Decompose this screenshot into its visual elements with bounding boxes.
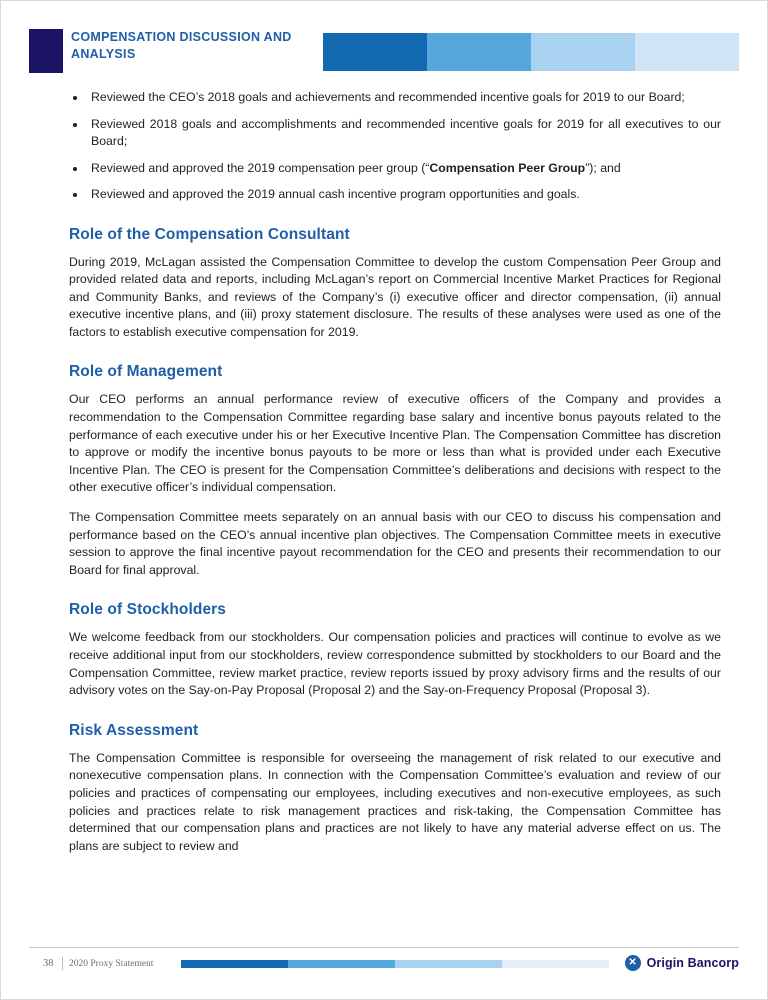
header-bar-2 xyxy=(427,33,531,71)
footer-separator xyxy=(62,957,63,970)
footer-bar-4 xyxy=(502,960,609,968)
header-bar-1 xyxy=(323,33,427,71)
bullet-text: Reviewed the CEO’s 2018 goals and achievements and recommended incentive goals for 2019 to our Board; xyxy=(91,90,685,104)
section-paragraph: Our CEO performs an annual performance review of executive officers of the Company and provides a recommendation to the Compensation Committee regarding base salary and incentive bonus payouts related to the performance of each executive under his or her Executive Incentive Plan. The Compensation Committee has discretion to approve or modify the incentive bonus payouts to be more or less than what is provided under each Executive Incentive Plan. The CEO is present for the Compensation Committee’s deliberations and decisions with respect to the other executive officer’s individual compensation. xyxy=(69,392,721,495)
header-bar-4 xyxy=(635,33,739,71)
list-item xyxy=(69,160,721,178)
page-number: 38 xyxy=(43,958,54,969)
page-title: COMPENSATION DISCUSSION AND ANALYSIS xyxy=(71,30,292,61)
section-paragraph: The Compensation Committee meets separately on an annual basis with our CEO to discuss his compensation and performance based on the CEO’s annual incentive plan objectives. The Compensation Committee meets in executive session to approve the final incentive payout recommendation for the CEO and presents their recommendation to our Board for final approval. xyxy=(69,510,721,577)
section-heading-stockholders: Role of Stockholders xyxy=(69,601,227,619)
section-paragraph: We welcome feedback from our stockholders. Our compensation policies and practices will continue to evolve as we receive additional input from our stockholders, review correspondence submitted by stockholders to our Board and the Compensation Committee, review market practice, review reports issued by proxy advisory firms and the results of our advisory votes on the Say-on-Pay Proposal (Proposal 2) and the Say-on-Frequency Proposal (Proposal 3). xyxy=(69,630,721,698)
footer-bar-1 xyxy=(181,960,288,968)
header-bar-3 xyxy=(531,33,635,71)
section-heading-risk-assessment: Risk Assessment xyxy=(69,721,199,739)
footer-divider-line xyxy=(29,947,739,948)
footer-bar-2 xyxy=(288,960,395,968)
bullet-text: Reviewed and approved the 2019 annual cash incentive program opportunities and goals. xyxy=(91,187,580,201)
header-accent-square xyxy=(29,29,63,73)
brand-name: Origin Bancorp xyxy=(646,956,739,970)
section-heading-compensation-consultant: Role of the Compensation Consultant xyxy=(69,225,350,243)
list-item xyxy=(69,186,721,204)
section-paragraph: The Compensation Committee is responsible for overseeing the management of risk related to our executive and nonexecutive compensation plans. In connection with the Compensation Committee’s evaluation and review of our policies and practices of compensating our employees, including executives and non-executive employees, as such policies and practices relate to risk management practices and risk-taking, the Compensation Committee has determined that our compensation plans and practices are not likely to have any material adverse effect on us. The plans are subject to review and xyxy=(69,750,721,853)
page-footer xyxy=(29,955,739,977)
page-header xyxy=(29,29,739,73)
origin-mark-icon: ✕ xyxy=(625,955,641,971)
bullet-text: Reviewed and approved the 2019 compensation peer group (“ xyxy=(91,160,430,175)
document-label: 2020 Proxy Statement xyxy=(69,959,154,969)
bullet-text-tail: ”); and xyxy=(585,160,621,175)
brand-logo xyxy=(625,955,739,971)
list-item xyxy=(69,116,721,151)
bullet-text-emphasis: Compensation Peer Group xyxy=(429,160,586,175)
footer-bar-3 xyxy=(395,960,502,968)
section-paragraph: During 2019, McLagan assisted the Compensation Committee to develop the custom Compensation Peer Group and provided related data and reports, including McLagan’s report on Commercial Incentive Market Practices for Regional and Community Banks, and reviews of the Company’s (i) executive officer and director compensation, (ii) annual executive incentive plans, and (iii) proxy statement disclosure. The results of these analyses were used as one of the factors to establish executive compensation for 2019. xyxy=(69,254,721,339)
bullet-list xyxy=(69,89,721,204)
list-item xyxy=(69,89,721,107)
section-heading-management: Role of Management xyxy=(69,363,223,381)
page-content xyxy=(69,89,721,855)
footer-color-bars xyxy=(181,960,609,968)
header-color-bars xyxy=(323,33,739,71)
bullet-text: Reviewed 2018 goals and accomplishments and recommended incentive goals for 2019 for all executives to our Board; xyxy=(91,116,721,148)
